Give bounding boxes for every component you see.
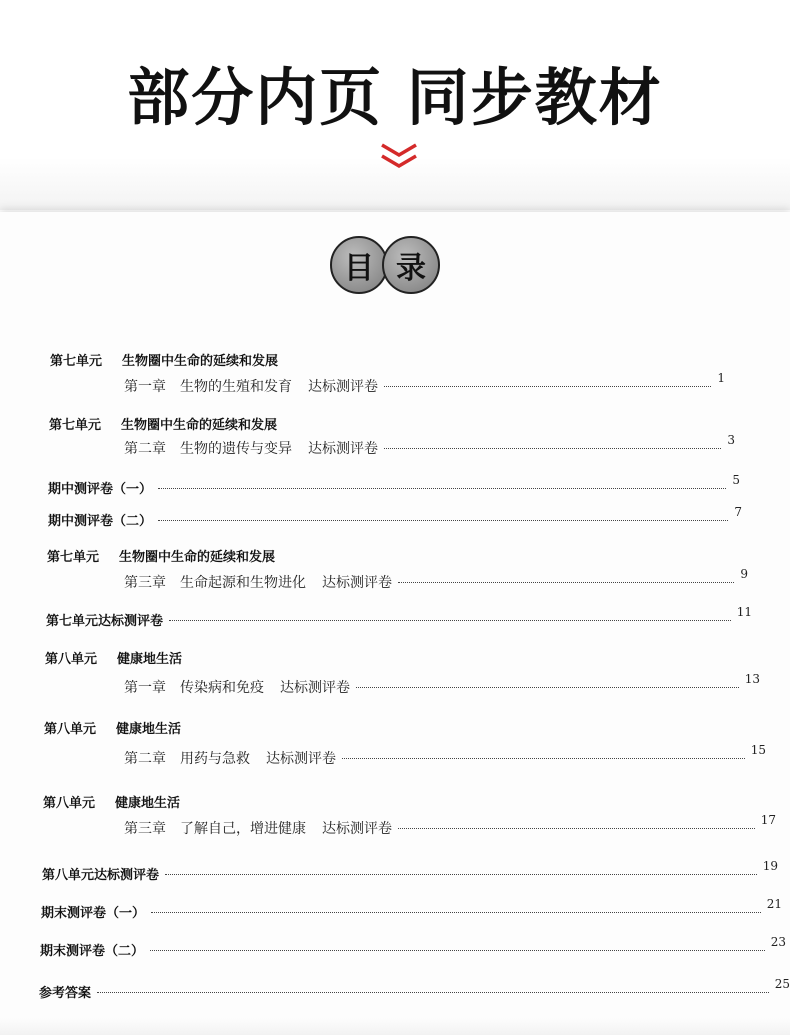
toc-heading-circle-left: 目 [330,236,388,294]
toc-entry-row [46,605,752,629]
page-number: 3 [727,433,735,447]
chapter-text [124,572,392,592]
chapter-text [124,677,350,697]
page-number: 1 [717,371,725,385]
chapter-subtitle: 生物的遗传与变异 [180,441,292,457]
page-number: 5 [732,473,740,487]
toc-chapter-row [124,743,766,768]
chapter-number: 第二章 [124,751,166,767]
chapter-eval-label: 达标测评卷 [266,751,336,767]
page-number: 21 [766,897,782,911]
toc-chapter-row [124,371,725,396]
entry-title: 第八单元达标测评卷 [42,868,160,883]
chapter-eval-label: 达标测评卷 [308,379,378,395]
chapter-subtitle: 了解自己，增进健康 [180,821,306,837]
entry-title: 期末测评卷（一） [41,906,146,921]
chapter-number: 第三章 [124,821,166,837]
chapter-subtitle: 用药与急救 [180,751,250,767]
chapter-number: 第二章 [124,441,166,457]
unit-label: 第七单元 [50,354,103,369]
unit-label: 第八单元 [44,722,97,737]
unit-title: 健康地生活 [117,652,183,667]
unit-title: 健康地生活 [116,722,182,737]
dot-leader [165,874,757,875]
unit-title: 生物圈中生命的延续和发展 [122,354,279,369]
chapter-eval-label: 达标测评卷 [322,575,392,591]
toc-entry-row [41,897,782,921]
page-number: 23 [770,935,786,949]
unit-label: 第七单元 [47,550,100,565]
page-number: 17 [760,813,776,827]
chapter-subtitle: 生物的生殖和发育 [180,379,292,395]
entry-title: 期末测评卷（二） [40,944,145,959]
unit-label: 第八单元 [43,796,96,811]
unit-title: 健康地生活 [115,796,181,811]
page-number: 25 [774,977,790,991]
chapter-number: 第三章 [124,575,166,591]
dot-leader [97,992,769,993]
chapter-text [124,376,378,396]
page-number: 11 [736,605,752,619]
toc-heading-circle-right: 录 [382,236,440,294]
chapter-subtitle: 生命起源和生物进化 [180,575,306,591]
toc-entry-row [48,505,742,529]
toc-entry-row [39,977,790,1001]
chapter-text [124,818,392,838]
dot-leader [384,448,721,449]
unit-title: 生物圈中生命的延续和发展 [119,550,276,565]
entry-title: 第七单元达标测评卷 [46,614,164,629]
toc-unit-heading [45,648,755,667]
chapter-subtitle: 传染病和免疫 [180,680,264,696]
page-number: 13 [744,672,760,686]
chapter-number: 第一章 [124,680,166,696]
toc-entry-row [48,473,740,497]
page-number: 7 [734,505,742,519]
toc-unit-heading [43,792,770,811]
chapter-text [124,438,378,458]
toc-entry-row [40,935,786,959]
unit-label: 第八单元 [45,652,98,667]
chapter-eval-label: 达标测评卷 [322,821,392,837]
dot-leader [398,582,734,583]
toc-chapter-row [124,672,760,697]
chapter-number: 第一章 [124,379,166,395]
page-number: 9 [740,567,748,581]
banner-title: 部分内页 同步教材 [127,61,663,134]
toc-chapter-row [124,813,776,838]
chapter-eval-label: 达标测评卷 [308,441,378,457]
toc-unit-heading [50,350,740,369]
dot-leader [169,620,731,621]
page-number: 19 [762,859,778,873]
unit-title: 生物圈中生命的延续和发展 [121,418,278,433]
toc-entry-row [42,859,778,883]
dot-leader [150,950,765,951]
dot-leader [151,912,761,913]
toc-chapter-row [124,567,748,592]
toc-chapter-row [124,433,735,458]
dot-leader [158,488,726,489]
chapter-eval-label: 达标测评卷 [280,680,350,696]
entry-title: 期中测评卷（一） [48,482,153,497]
dot-leader [384,386,711,387]
toc-unit-heading [49,414,740,433]
page-number: 15 [750,743,766,757]
dot-leader [398,828,755,829]
dot-leader [356,687,739,688]
chapter-text [124,748,336,768]
entry-title: 期中测评卷（二） [48,514,153,529]
page-bottom-shade [0,1018,790,1035]
dot-leader [342,758,745,759]
dot-leader [158,520,728,521]
toc-unit-heading [44,718,760,737]
toc-unit-heading [47,546,745,565]
entry-title: 参考答案 [39,986,92,1001]
unit-label: 第七单元 [49,418,102,433]
